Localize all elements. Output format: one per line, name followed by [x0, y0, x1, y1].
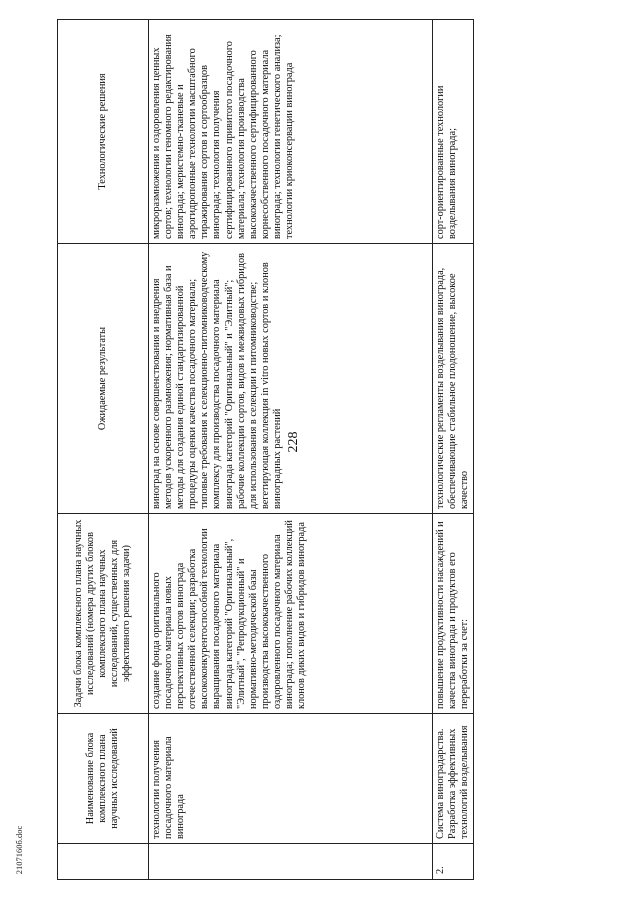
row-number	[149, 844, 433, 880]
header-block-name: Наименование блока комплексного плана научных исследований	[58, 714, 149, 844]
tasks-cell: повышение продуктивности насаждений и качества винограда и продуктов его переработки за счет:	[433, 514, 474, 714]
document-code: 2107160б.doc	[14, 825, 24, 875]
block-name-cell: технологии получения посадочного материала винограда	[149, 714, 433, 844]
rotated-table-container	[57, 20, 547, 880]
table-header-row	[58, 20, 149, 880]
rotated-table-wrapper	[57, 20, 547, 880]
solutions-cell: микроразмножения и оздоровления ценных сортов; технологии геномного редактирования винограда; меристемно-тканевые и аэрогидропонные технологии масштабного тиражирования сортов и сортообразцов винограда; технология получения сертифицированного привитого посадочного материала; технология производства высококачественного сертифицированного корнесобственного посадочного материала винограда; технологии генетического анализа; технологии криоконсервации винограда	[149, 20, 433, 244]
header-technological-solutions: Технологические решения	[58, 20, 149, 244]
header-number	[58, 844, 149, 880]
table-row	[433, 20, 474, 880]
results-cell: виноград на основе совершенствования и внедрения методов ускоренного размножения; нормативная база и методы для создания единой стандартизированной процедуры оценки качества посадочного материала; типовые требования к селекционно-питомниководческому комплексу для производства посадочного материала винограда категорий "Оригинальный" и "Элитный"; рабочие коллекции сортов, видов и межвидовых гибридов для использования в селекции и питомниководстве; вегетирующая коллекция in vitro новых сортов и клонов виноградных растений	[149, 244, 433, 514]
header-tasks: Задачи блока комплексного плана научных исследований (номера других блоков комплексного плана научных исследований, существенных для эффективного решения задачи)	[58, 514, 149, 714]
table-row	[149, 20, 433, 880]
solutions-cell: сорт-ориентированные технологии возделывания винограда;	[433, 20, 474, 244]
tasks-cell: создание фонда оригинального посадочного материала новых перспективных сортов винограда отечественной селекции; разработка высококонкурентоспособной технологии выращивания посадочного материала винограда категорий "Оригинальный", "Элитный", "Репродукционный" и нормативно-методической базы производства высококачественного оздоровленного посадочного материала винограда; пополнение рабочих коллекций клонов диких видов и гибридов винограда	[149, 514, 433, 714]
row-number: 2.	[433, 844, 474, 880]
header-expected-results: Ожидаемые результаты	[58, 244, 149, 514]
research-plan-table	[57, 19, 474, 880]
results-cell: технологические регламенты возделывания винограда, обеспечивающие стабильное плодоношение, высокое качество	[433, 244, 474, 514]
block-name-cell: Система виноградарства. Разработка эффективных технологий возделывания	[433, 714, 474, 844]
page-number: 228	[286, 431, 301, 453]
